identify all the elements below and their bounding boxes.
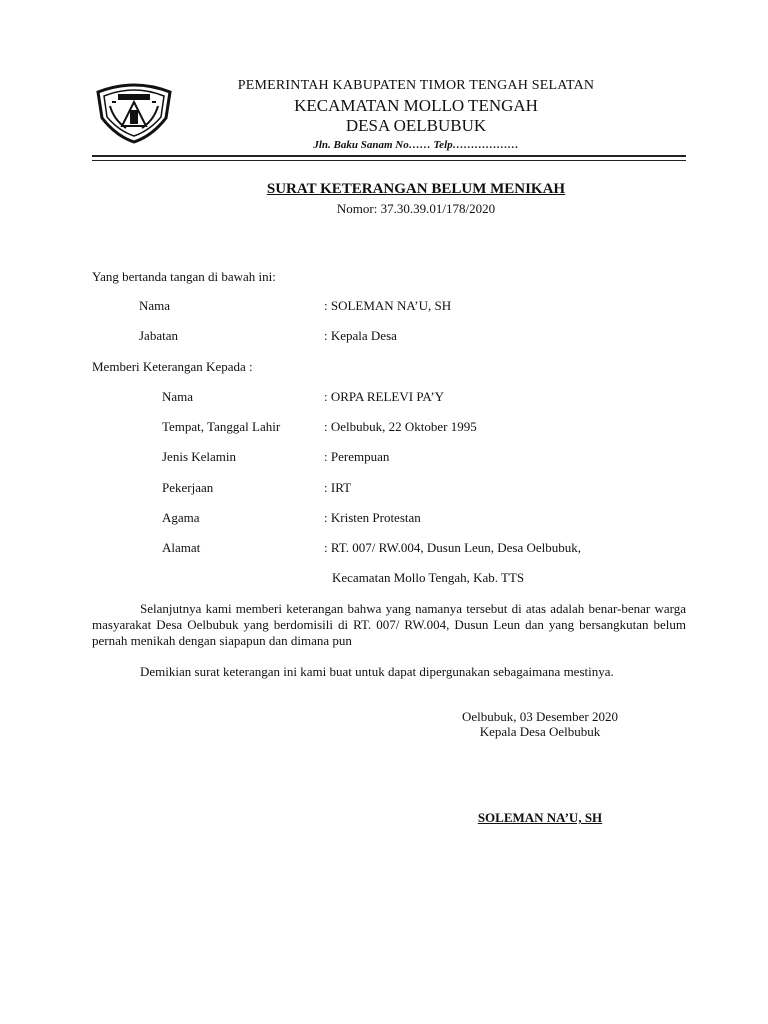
header-village: DESA OELBUBUK (345, 116, 487, 135)
recipient-field-label: Pekerjaan (162, 480, 214, 495)
recipient-field-value: : RT. 007/ RW.004, Dusun Leun, Desa Oelbubuk, (324, 540, 582, 555)
recipient-field-value: : Oelbubuk, 22 Oktober 1995 (324, 419, 477, 434)
recipient-field-label: Tempat, Tanggal Lahir (162, 419, 281, 434)
place-date: Oelbubuk, 03 Desember 2020 (462, 709, 618, 724)
signer-name-label: Nama (139, 298, 171, 313)
paragraph-text: Selanjutnya kami memberi keterangan bahwa yang namanya tersebut di atas adalah benar-benar warga masyarakat Desa Oelbubuk yang berdomisili di RT. 007/ RW.004, Dusun Leun dan yang bersangkutan belum pernah menikah dengan siapapun dan dimana pun (92, 601, 686, 648)
recipient-field-value: : Perempuan (324, 449, 390, 464)
recipient-field-value: : ORPA RELEVI PA’Y (324, 389, 445, 404)
header-address: Jln. Baku Sanam No…… Telp……………… (313, 139, 519, 151)
address-continued: Kecamatan Mollo Tengah, Kab. TTS (332, 570, 525, 585)
recipient-field-value: : IRT (324, 480, 352, 495)
document-number: Nomor: 37.30.39.01/178/2020 (336, 201, 496, 216)
header-district: KECAMATAN MOLLO TENGAH (294, 96, 538, 115)
paragraph-text: Demikian surat keterangan ini kami buat untuk dapat dipergunakan sebagaimana mestinya. (140, 664, 614, 679)
header-divider-thick (92, 155, 686, 157)
recipient-field-label: Agama (162, 510, 200, 525)
recipient-field-label: Nama (162, 389, 194, 404)
header-divider-thin (92, 160, 686, 161)
recipient-intro: Memberi Keterangan Kepada : (92, 359, 253, 374)
header-government: PEMERINTAH KABUPATEN TIMOR TENGAH SELATAN (237, 78, 595, 93)
signer-position-label: Jabatan (139, 328, 178, 343)
signature-name: SOLEMAN NA’U, SH (477, 810, 603, 825)
document-title: SURAT KETERANGAN BELUM MENIKAH (266, 181, 566, 197)
recipient-field-value: : Kristen Protestan (324, 510, 421, 525)
signer-title: Kepala Desa Oelbubuk (479, 724, 601, 739)
signer-position-value: : Kepala Desa (324, 328, 397, 343)
body-paragraph-1 (92, 601, 686, 649)
recipient-field-label: Alamat (162, 540, 201, 555)
recipient-field-label: Jenis Kelamin (162, 449, 237, 464)
signer-name-value: : SOLEMAN NA’U, SH (324, 298, 452, 313)
intro-text: Yang bertanda tangan di bawah ini: (92, 269, 276, 284)
body-paragraph-2 (92, 664, 686, 680)
